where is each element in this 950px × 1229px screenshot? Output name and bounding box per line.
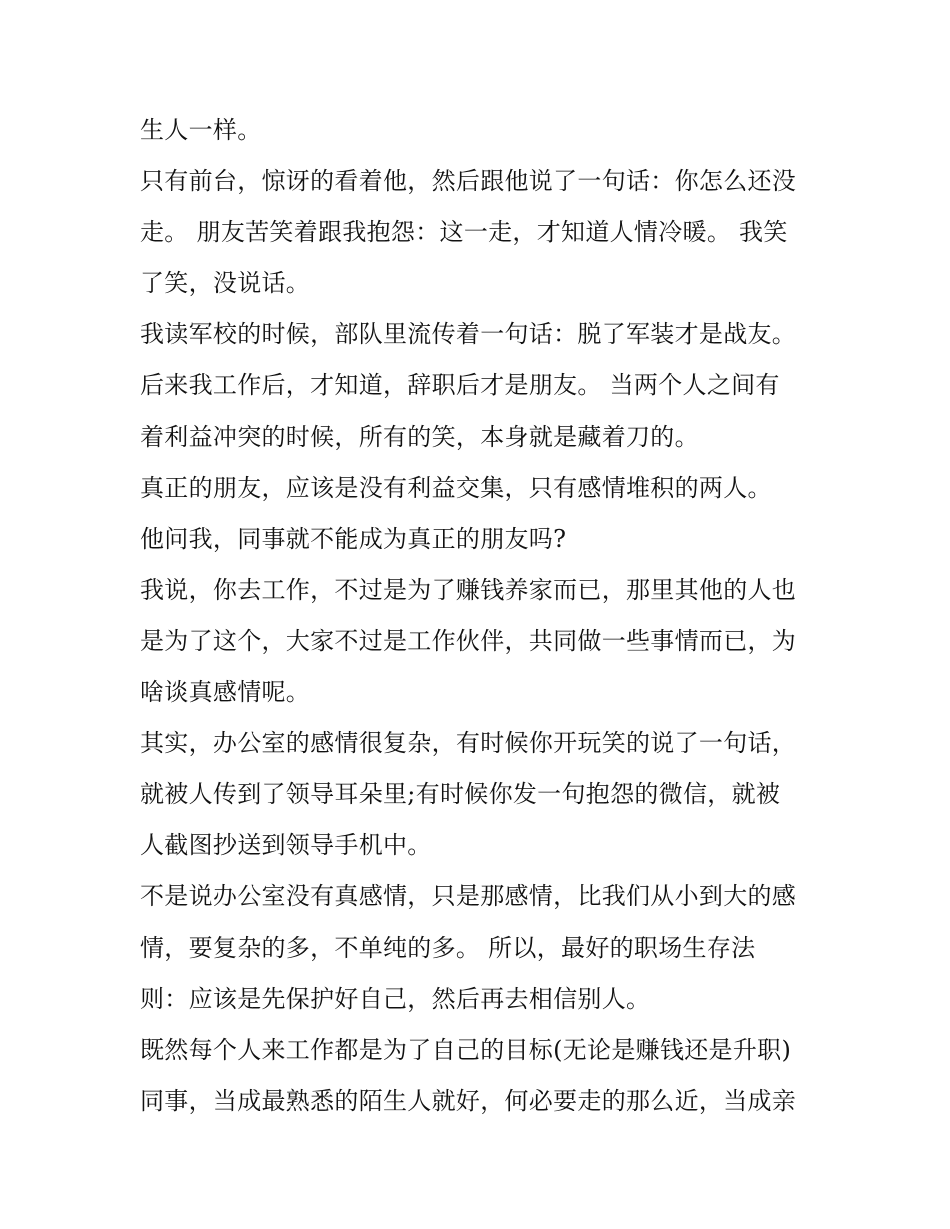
text-line: 就被人传到了领导耳朵里;有时候你发一句抱怨的微信，就被 — [140, 780, 781, 809]
text-line: 我读军校的时候，部队里流传着一句话：脱了军装才是战友。 — [140, 320, 797, 349]
text-line: 他问我，同事就不能成为真正的朋友吗? — [140, 524, 567, 553]
text-line: 人截图抄送到领导手机中。 — [140, 831, 432, 860]
text-line: 同事，当成最熟悉的陌生人就好，何必要走的那么近，当成亲 — [140, 1086, 797, 1115]
text-line: 啥谈真感情呢。 — [140, 678, 311, 707]
text-line: 其实，办公室的感情很复杂，有时候你开玩笑的说了一句话， — [140, 729, 797, 758]
text-line: 是为了这个，大家不过是工作伙伴，共同做一些事情而已，为 — [140, 626, 797, 655]
text-line: 真正的朋友，应该是没有利益交集，只有感情堆积的两人。 — [140, 473, 772, 502]
text-line: 则：应该是先保护好自己，然后再去相信别人。 — [140, 984, 651, 1013]
text-line: 生人一样。 — [140, 116, 262, 144]
text-line: 不是说办公室没有真感情，只是那感情，比我们从小到大的感 — [140, 882, 797, 911]
text-line: 既然每个人来工作都是为了自己的目标(无论是赚钱还是升职) — [140, 1035, 792, 1064]
text-line: 了笑，没说话。 — [140, 269, 311, 298]
body-text — [140, 108, 820, 1130]
text-line: 只有前台，惊讶的看着他，然后跟他说了一句话：你怎么还没 — [140, 167, 797, 196]
text-line: 情，要复杂的多，不单纯的多。 所以，最好的职场生存法 — [140, 933, 756, 962]
text-line: 我说，你去工作，不过是为了赚钱养家而已，那里其他的人也 — [140, 575, 797, 604]
text-line: 后来我工作后，才知道，辞职后才是朋友。 当两个人之间有 — [140, 371, 780, 400]
text-line: 着利益冲突的时候，所有的笑，本身就是藏着刀的。 — [140, 422, 699, 451]
text-line: 走。 朋友苦笑着跟我抱怨：这一走，才知道人情冷暖。 我笑 — [140, 218, 788, 247]
